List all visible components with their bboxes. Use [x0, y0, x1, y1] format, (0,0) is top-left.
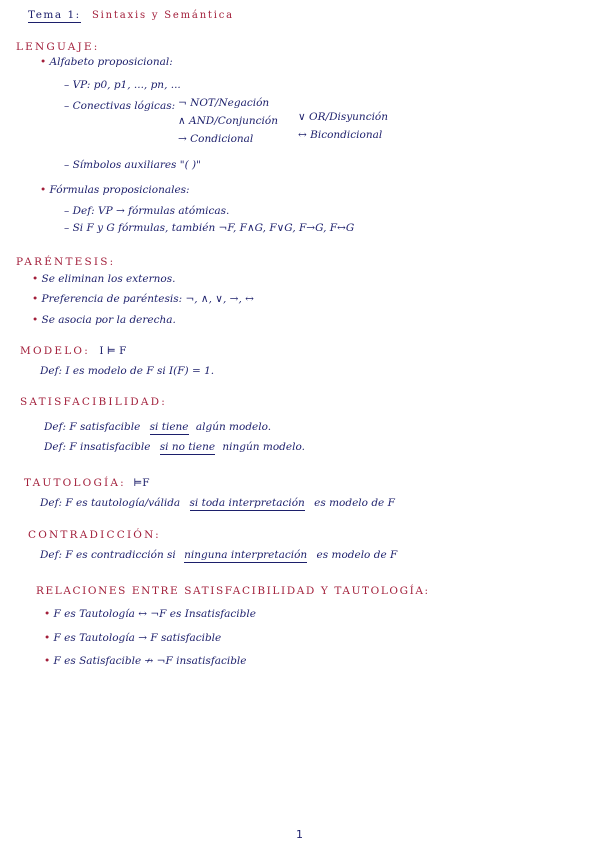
simbolos-text: Símbolos auxiliares "( )": [72, 159, 201, 171]
parentesis-text-2: Preferencia de paréntesis: ¬, ∧, ∨, →, ↔: [41, 293, 254, 305]
formulas-line: [40, 185, 190, 196]
page-title: [28, 10, 234, 21]
bullet: •: [32, 273, 42, 285]
heading-modelo: MODELO:: [20, 345, 90, 357]
parentesis-text-3: Se asocia por la derecha.: [41, 314, 176, 326]
bullet: •: [32, 293, 42, 305]
bullet: •: [40, 56, 47, 68]
si-text: Si F y G fórmulas, también ¬F, F∧G, F∨G, F→G, F↔G: [72, 222, 355, 234]
tautologia-def: [40, 498, 395, 509]
insatisfacible-text-a: Def: F insatisfacible: [44, 441, 151, 453]
dash: –: [64, 100, 73, 112]
vp-line: [64, 80, 181, 91]
def-text: Def: VP → fórmulas atómicas.: [72, 205, 230, 217]
heading-tautologia: TAUTOLOGÍA:: [24, 477, 126, 489]
alfabeto-line: [40, 57, 173, 68]
relacion-item-1: [44, 609, 256, 620]
tautologia-symbol: ⊨F: [133, 477, 150, 489]
relacion-text-3: F es Satisfacible ↛ ¬F insatisfacible: [53, 655, 247, 667]
conectivas-label: [64, 101, 175, 112]
relacion-item-2: [44, 633, 221, 644]
tautologia-heading-line: [24, 478, 150, 489]
bullet: •: [32, 314, 42, 326]
modelo-def: Def: I es modelo de F si I(F) = 1.: [40, 365, 215, 377]
or-connective: ∨ OR/Disyunción: [298, 111, 389, 123]
relacion-item-3: [44, 656, 247, 667]
satisfacible-text-b: si tiene: [149, 421, 189, 433]
modelo-heading-line: [20, 346, 126, 357]
parentesis-item-1: [32, 274, 175, 285]
title-label: Tema 1:: [28, 9, 81, 21]
bullet: •: [44, 608, 54, 620]
bullet: •: [44, 655, 54, 667]
insatisfacible-text-c: ningún modelo.: [222, 441, 305, 453]
heading-contradiccion: CONTRADICCIÓN:: [28, 529, 161, 541]
contradiccion-text-a: Def: F es contradicción si: [40, 549, 176, 561]
formulas-text: Fórmulas proposicionales:: [49, 184, 190, 196]
bullet: •: [44, 632, 54, 644]
si-line: [64, 223, 354, 234]
tautologia-text-a: Def: F es tautología/válida: [40, 497, 181, 509]
dash: –: [64, 79, 73, 91]
parentesis-item-2: [32, 294, 254, 305]
heading-lenguaje: LENGUAJE:: [16, 41, 100, 53]
relacion-text-1: F es Tautología ↔ ¬F es Insatisfacible: [53, 608, 256, 620]
not-connective: ¬ NOT/Negación: [178, 97, 270, 109]
parentesis-text-1: Se eliminan los externos.: [41, 273, 176, 285]
def-line: [64, 206, 229, 217]
contradiccion-def: [40, 550, 397, 561]
title-value: Sintaxis y Semántica: [92, 10, 234, 21]
bicond-connective: ↔ Bicondicional: [298, 129, 383, 141]
heading-parentesis: PARÉNTESIS:: [16, 256, 116, 268]
heading-relaciones: RELACIONES ENTRE SATISFACIBILIDAD Y TAUTOLOGÍA:: [36, 585, 430, 597]
bullet: •: [40, 184, 47, 196]
dash: –: [64, 159, 73, 171]
contradiccion-text-c: es modelo de F: [316, 549, 398, 561]
heading-satisfacibilidad: SATISFACIBILIDAD:: [20, 396, 168, 408]
tautologia-text-c: es modelo de F: [314, 497, 395, 509]
parentesis-item-3: [32, 315, 176, 326]
simbolos-line: [64, 160, 201, 171]
contradiccion-text-b: ninguna interpretación: [184, 549, 308, 561]
insatisfacible-def: [44, 442, 305, 453]
modelo-symbol: I ⊨ F: [99, 345, 127, 357]
page-number: 1: [296, 828, 303, 841]
dash: –: [64, 205, 73, 217]
and-connective: ∧ AND/Conjunción: [178, 115, 278, 127]
satisfacible-def: [44, 422, 271, 433]
tautologia-text-b: si toda interpretación: [189, 497, 305, 509]
satisfacible-text-c: algún modelo.: [195, 421, 272, 433]
dash: –: [64, 222, 73, 234]
relacion-text-2: F es Tautología → F satisfacible: [53, 632, 222, 644]
alfabeto-text: Alfabeto proposicional:: [49, 56, 173, 68]
conectivas-text: Conectivas lógicas:: [72, 100, 176, 112]
insatisfacible-text-b: si no tiene: [159, 441, 216, 453]
vp-text: VP: p0, p1, ..., pn, ...: [72, 79, 181, 91]
cond-connective: → Condicional: [178, 133, 254, 145]
satisfacible-text-a: Def: F satisfacible: [44, 421, 141, 433]
